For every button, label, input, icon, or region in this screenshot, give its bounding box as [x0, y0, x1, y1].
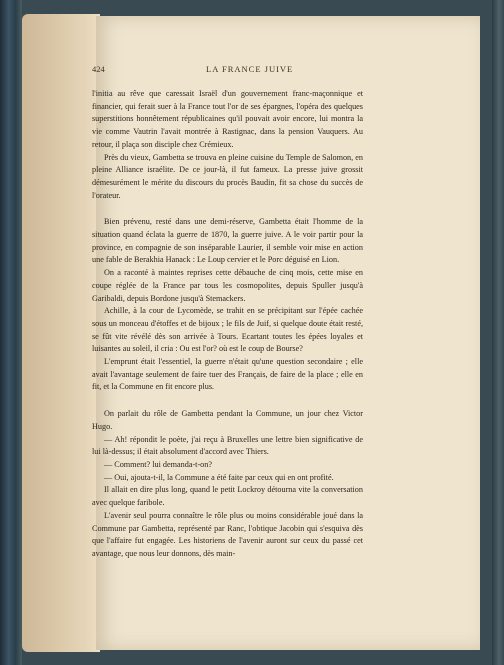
paragraph: — Ah! répondit le poète, j'ai reçu à Bruxelles une lettre bien significative de lui là-dessus; il était absolument d'accord avec Thiers.	[92, 434, 363, 457]
paragraph: Bien prévenu, resté dans une demi-réserve, Gambetta était l'homme de la situation quand éclata la guerre de 1870, la guerre juive. A le voir partir pour la province, en compagnie de son inséparable Laurier, il semble voir mise en action une fable de Berakhia Hanack : Le Loup cervier et le Porc déguisé en Lion.	[92, 217, 363, 265]
running-title: LA FRANCE JUIVE	[206, 64, 294, 74]
paragraph: On a raconté à maintes reprises cette débauche de cinq mois, cette mise en coupe réglée de la France par tous les cosmopolites, depuis Spuller jusqu'à Garibaldi, depuis Bordone jusqu'à Stemackers.	[92, 268, 363, 303]
paragraph: L'avenir seul pourra connaître le rôle plus ou moins considérable joué dans la Commune par Gambetta, représenté par Ranc, l'obtique Jacobin qui s'esquiva dès que l'affaire fut engagée. Les historiens de l'avenir auront sur ceux du passé cet avantage, que nous leur donnons, dès main-	[92, 510, 363, 558]
paragraph: — Comment? lui demanda-t-on?	[104, 459, 213, 469]
paragraph: — Oui, ajouta-t-il, la Commune a été faite par ceux qui en ont profité.	[104, 472, 334, 482]
paragraph: l'initia au rêve que caressait Israël d'un gouvernement franc-maçonnique et financier, qui ferait suer à la France tout l'or de ses épargnes, l'opéra des quelques superstitions honnêtement républicaines qu'il pouvait avoir encore, lui montra la vie comme Vautrin l'avait montrée à Rastignac, dans la pension Vauquers. Au retour, il plaça son disciple chez Crémieux.	[92, 89, 363, 149]
running-header	[92, 64, 362, 80]
paragraph: On parlait du rôle de Gambetta pendant la Commune, un jour chez Victor Hugo.	[92, 409, 363, 431]
paragraph: Achille, à la cour de Lycomède, se trahit en se précipitant sur l'épée cachée sous un monceau d'étoffes et de bijoux ; le fils de Juif, si quelque doute était resté, se fût vite révélé dès son arrivée à Tours. Ecartant toutes les épées loyales et luisantes au soleil, il cria : Ou est l'or? où est le coup de Bourse?	[92, 306, 363, 354]
page-stack-edge	[22, 14, 100, 652]
paragraph: L'emprunt était l'essentiel, la guerre n'était qu'une question secondaire ; elle avait l'avantage seulement de faire tuer des Français, de faire de la place ; elle en fit, et la Commune en fit encore plus.	[92, 357, 363, 392]
book-binding-right	[492, 0, 504, 665]
paragraph: Près du vieux, Gambetta se trouva en pleine cuisine du Temple de Salomon, en pleine Alliance israélite. De ce jour-là, il fut fameux. La presse juive grossit démesurément le mérite du discours du procès Baudin, fit sa chose du succès de l'orateur.	[92, 152, 363, 200]
page-number: 424	[92, 64, 105, 74]
paragraph: Il allait en dire plus long, quand le petit Lockroy détourna vite la conversation avec quelque faribole.	[92, 485, 363, 508]
body-text	[92, 88, 363, 561]
book-binding-left	[0, 0, 22, 665]
